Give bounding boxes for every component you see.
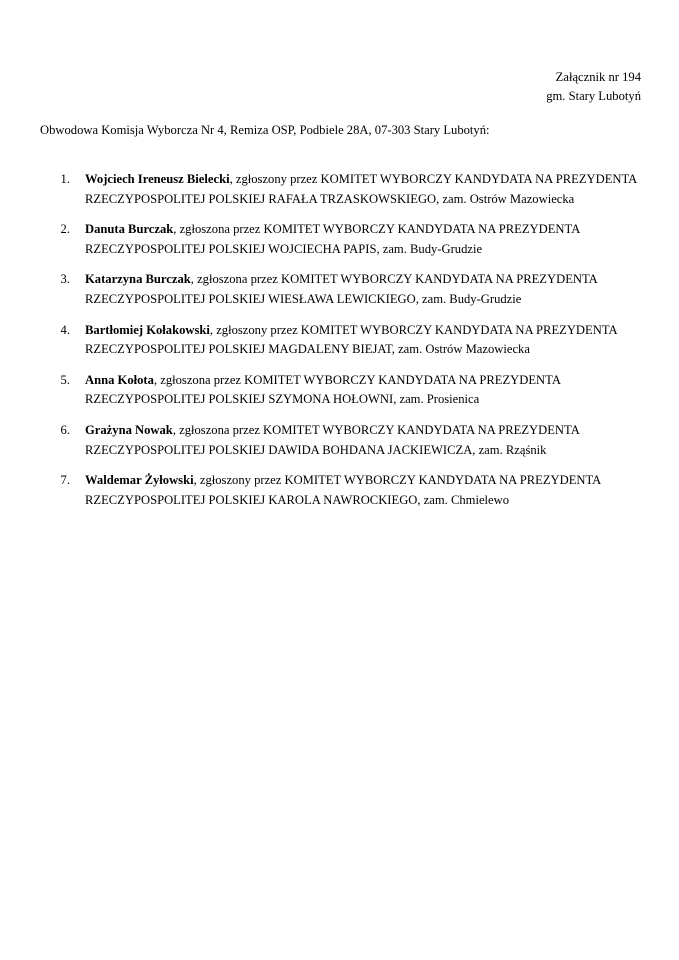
candidate-description: , zgłoszona przez KOMITET WYBORCZY KANDYDATA NA PREZYDENTA RZECZYPOSPOLITEJ POLSKIEJ DAWIDA BOHDANA JACKIEWICZA, zam. Rząśnik bbox=[85, 422, 580, 457]
list-item-number: 4. bbox=[60, 322, 70, 337]
candidate-name: Grażyna Nowak bbox=[85, 422, 173, 437]
candidate-name: Bartłomiej Kołakowski bbox=[85, 322, 210, 337]
candidate-name: Wojciech Ireneusz Bielecki bbox=[85, 172, 230, 186]
candidate-name: Katarzyna Burczak bbox=[85, 272, 191, 287]
candidate-name: Anna Kołota bbox=[85, 372, 154, 387]
attachment-number: Załącznik nr 194 bbox=[555, 70, 641, 84]
candidate-description: , zgłoszona przez KOMITET WYBORCZY KANDYDATA NA PREZYDENTA RZECZYPOSPOLITEJ POLSKIEJ WIESŁAWA LEWICKIEGO, zam. Budy-Grudzie bbox=[85, 272, 598, 306]
list-item-number: 6. bbox=[60, 422, 70, 437]
list-item bbox=[40, 421, 640, 460]
candidate-description: , zgłoszony przez KOMITET WYBORCZY KANDYDATA NA PREZYDENTA RZECZYPOSPOLITEJ POLSKIEJ MAGDALENY BIEJAT, zam. Ostrów Mazowiecka bbox=[85, 322, 617, 357]
list-item bbox=[40, 170, 640, 209]
list-item bbox=[40, 270, 640, 309]
candidate-description: , zgłoszony przez KOMITET WYBORCZY KANDYDATA NA PREZYDENTA RZECZYPOSPOLITEJ POLSKIEJ KAROLA NAWROCKIEGO, zam. Chmielewo bbox=[85, 473, 601, 507]
list-item bbox=[40, 321, 640, 360]
candidate-list bbox=[40, 170, 640, 510]
document-header bbox=[546, 68, 641, 106]
candidate-description: , zgłoszony przez KOMITET WYBORCZY KANDYDATA NA PREZYDENTA RZECZYPOSPOLITEJ POLSKIEJ RAFAŁA TRZASKOWSKIEGO, zam. Ostrów Mazowiecka bbox=[85, 172, 637, 206]
candidate-name: Waldemar Żyłowski bbox=[85, 473, 194, 488]
list-item-number: 7. bbox=[60, 473, 70, 488]
list-item-number: 1. bbox=[60, 172, 70, 186]
commission-heading: Obwodowa Komisja Wyborcza Nr 4, Remiza OSP, Podbiele 28A, 07-303 Stary Lubotyń: bbox=[40, 123, 490, 137]
list-item-number: 2. bbox=[60, 222, 70, 237]
list-item bbox=[40, 220, 640, 259]
candidate-description: , zgłoszona przez KOMITET WYBORCZY KANDYDATA NA PREZYDENTA RZECZYPOSPOLITEJ POLSKIEJ WOJCIECHA PAPIS, zam. Budy-Grudzie bbox=[85, 222, 580, 256]
list-item bbox=[40, 371, 640, 410]
candidate-description: , zgłoszona przez KOMITET WYBORCZY KANDYDATA NA PREZYDENTA RZECZYPOSPOLITEJ POLSKIEJ SZYMONA HOŁOWNI, zam. Prosienica bbox=[85, 372, 561, 407]
municipality-name: gm. Stary Lubotyń bbox=[546, 89, 641, 103]
candidate-name: Danuta Burczak bbox=[85, 222, 174, 237]
list-item-number: 3. bbox=[60, 272, 70, 287]
list-item-number: 5. bbox=[60, 372, 70, 387]
list-item bbox=[40, 471, 640, 510]
